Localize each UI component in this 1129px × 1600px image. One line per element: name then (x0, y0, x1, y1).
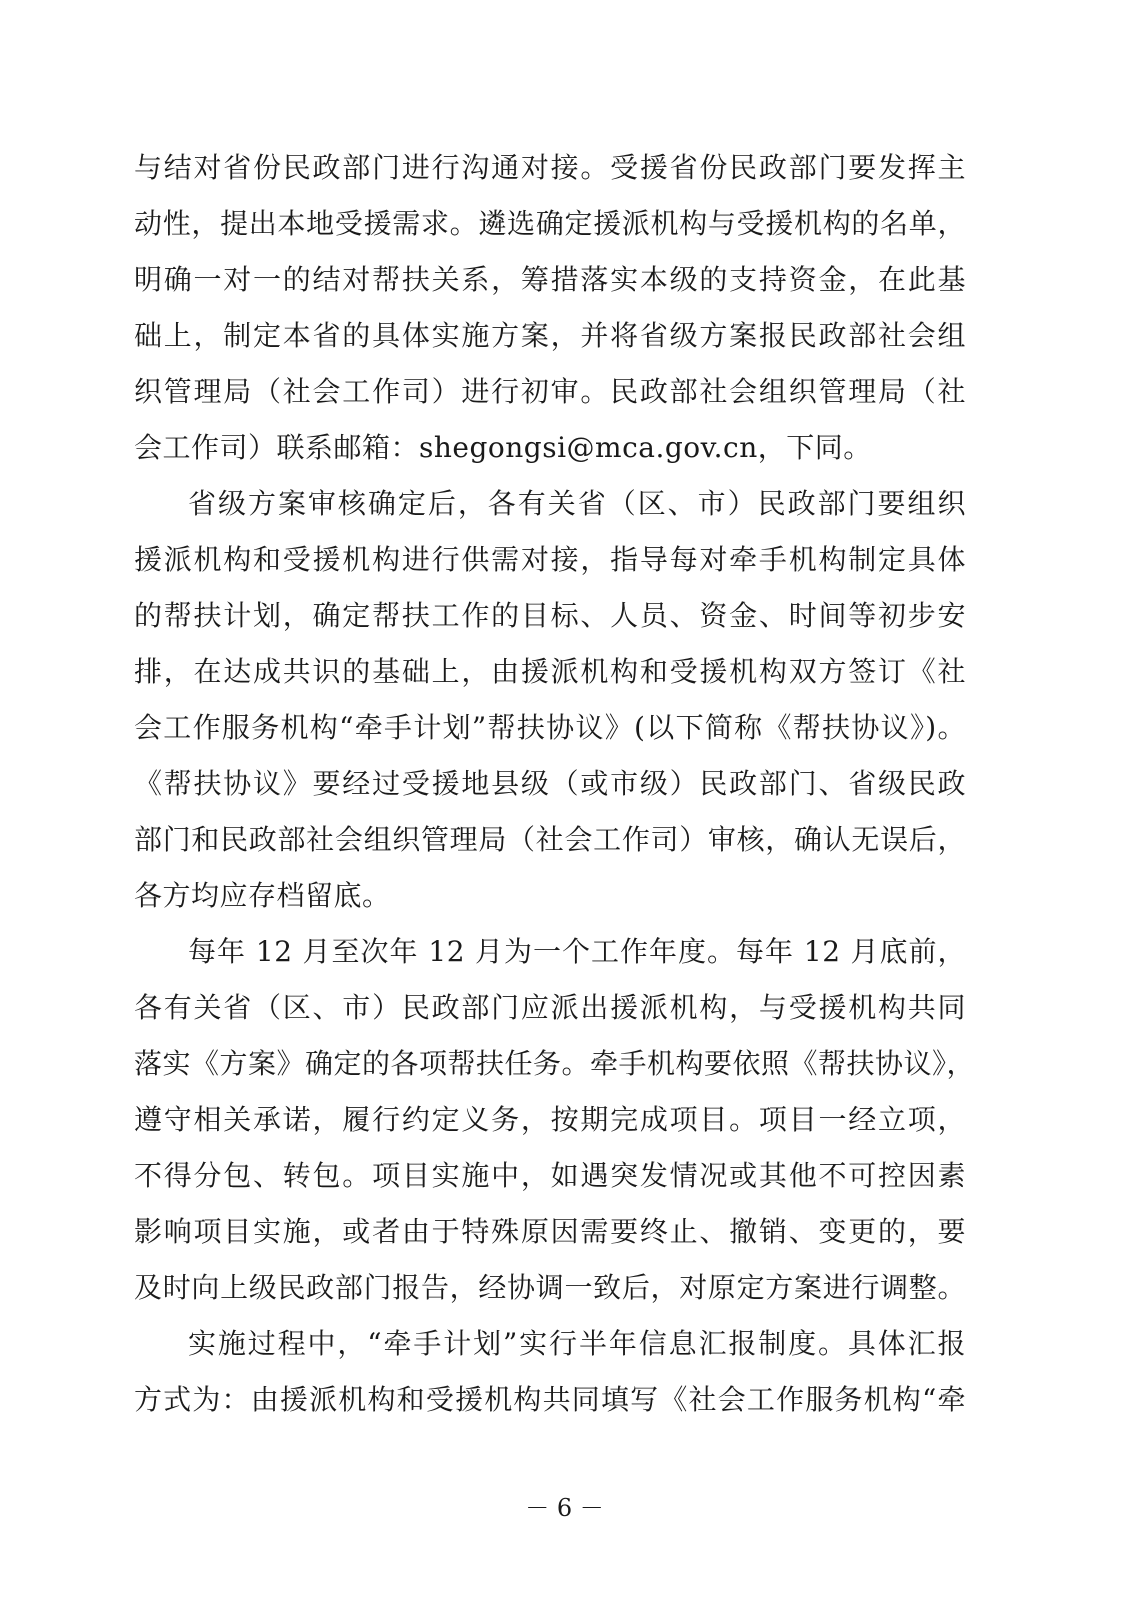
text-line: 省级方案审核确定后，各有关省（区、市）民政部门要组织 (188, 487, 966, 520)
page-number: － 6 － (525, 1494, 604, 1522)
text-line: 会工作司）联系邮箱：shegongsi@mca.gov.cn，下同。 (134, 431, 872, 464)
text-line: 与结对省份民政部门进行沟通对接。受援省份民政部门要发挥主 (134, 151, 966, 184)
text-line: 不得分包、转包。项目实施中，如遇突发情况或其他不可控因素 (134, 1159, 966, 1192)
text-line: 方式为：由援派机构和受援机构共同填写《社会工作服务机构“牵 (134, 1383, 966, 1416)
text-line: 影响项目实施，或者由于特殊原因需要终止、撤销、变更的，要 (134, 1215, 966, 1248)
text-line: 的帮扶计划，确定帮扶工作的目标、人员、资金、时间等初步安 (134, 599, 966, 632)
text-line: 部门和民政部社会组织管理局（社会工作司）审核，确认无误后， (134, 823, 966, 856)
text-line: 织管理局（社会工作司）进行初审。民政部社会组织管理局（社 (134, 375, 966, 408)
text-line: 援派机构和受援机构进行供需对接，指导每对牵手机构制定具体 (134, 543, 966, 576)
text-line: 动性，提出本地受援需求。遴选确定援派机构与受援机构的名单， (134, 207, 966, 240)
text-line: 明确一对一的结对帮扶关系，筹措落实本级的支持资金，在此基 (134, 263, 966, 296)
text-line: 遵守相关承诺，履行约定义务，按期完成项目。项目一经立项， (134, 1103, 966, 1136)
text-line: 《帮扶协议》要经过受援地县级（或市级）民政部门、省级民政 (134, 767, 966, 800)
text-line: 及时向上级民政部门报告，经协调一致后，对原定方案进行调整。 (134, 1271, 966, 1304)
text-line: 会工作服务机构“牵手计划”帮扶协议》(以下简称《帮扶协议》)。 (134, 711, 966, 744)
text-line: 实施过程中，“牵手计划”实行半年信息汇报制度。具体汇报 (188, 1327, 966, 1360)
body-text (134, 140, 976, 1428)
text-line: 各方均应存档留底。 (134, 879, 391, 912)
text-line: 排，在达成共识的基础上，由援派机构和受援机构双方签订《社 (134, 655, 966, 688)
text-line: 础上，制定本省的具体实施方案，并将省级方案报民政部社会组 (134, 319, 966, 352)
text-line: 每年 12 月至次年 12 月为一个工作年度。每年 12 月底前， (188, 935, 966, 968)
text-line: 落实《方案》确定的各项帮扶任务。牵手机构要依照《帮扶协议》， (134, 1047, 976, 1080)
text-line: 各有关省（区、市）民政部门应派出援派机构，与受援机构共同 (134, 991, 966, 1024)
